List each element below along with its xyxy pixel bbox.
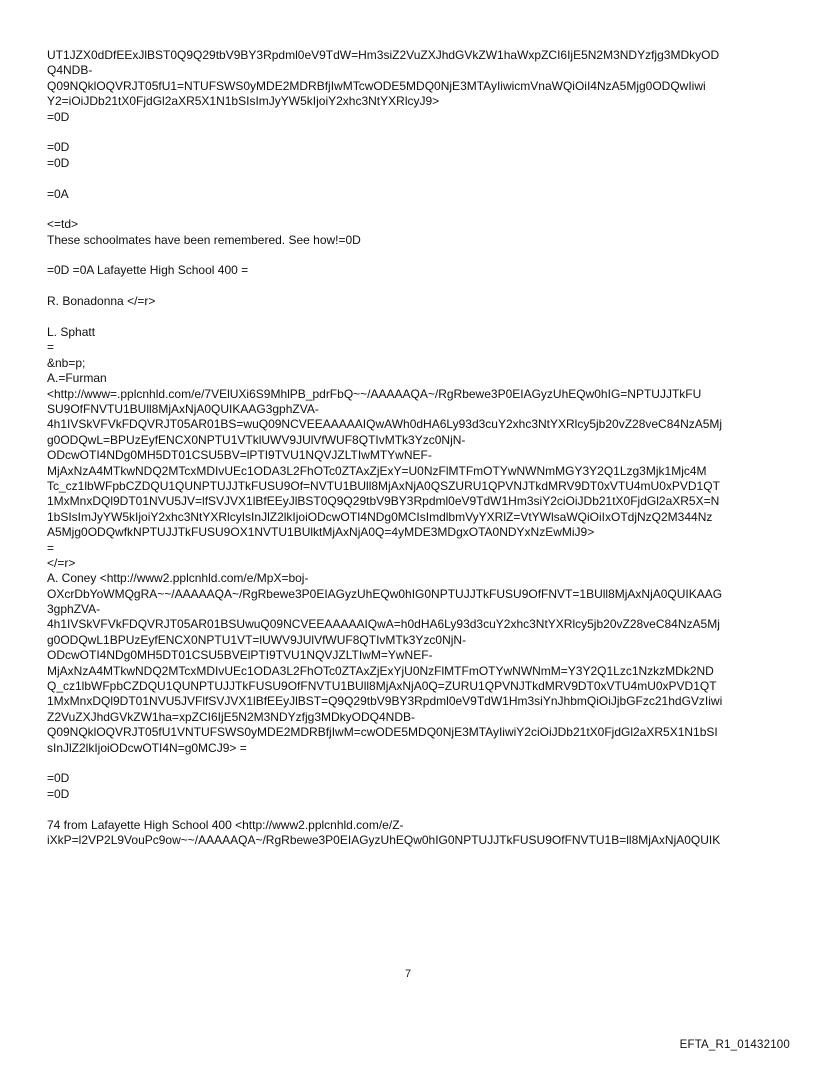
blank-line bbox=[47, 202, 769, 217]
text-line: Q09NQklOQVRJT05fU1=NTUFSWS0yMDE2MDRBfjIwMTcwODE5MDQ0NjE3MTAyIiwicmVnaWQiOiI4NzA5Mjg0ODQwIiwi bbox=[47, 78, 706, 93]
text-line: A.=Furman bbox=[47, 371, 107, 386]
text-line: =0A bbox=[47, 186, 69, 201]
text-line: &nb=p; bbox=[47, 355, 86, 370]
text-line: L. Sphatt bbox=[47, 325, 96, 340]
text-line: 4h1IVSkVFVkFDQVRJT05AR01BS=wuQ09NCVEEAAAAAIQwAWh0dHA6Ly93d3cuY2xhc3NtYXRlcy5jb20vZ28veC84NzA5Mj bbox=[47, 417, 723, 432]
text-line: Q09NQklOQVRJT05fU1VNTUFSWS0yMDE2MDRBfjIwM=cwODE5MDQ0NjE3MTAyIiwiY2ciOiJDb21tX0FjdGl2aXR5X1N1bSI bbox=[47, 725, 718, 740]
text-line: =0D bbox=[47, 786, 70, 801]
text-line: 3gphZVA- bbox=[47, 602, 101, 617]
blank-line bbox=[47, 125, 769, 140]
text-line: <=td> bbox=[47, 217, 79, 232]
text-line: =0D bbox=[47, 771, 70, 786]
text-line: =0D bbox=[47, 155, 70, 170]
text-line: ODcwOTI4NDg0MH5DT01CSU5BV=lPTI9TVU1NQVJZLTIwMTYwNEF- bbox=[47, 448, 432, 463]
text-line: sInJlZ2lkIjoiODcwOTI4N=g0MCJ9> = bbox=[47, 740, 247, 755]
text-line: <http://www=.pplcnhld.com/e/7VElUXi6S9MhlPB_pdrFbQ~~/AAAAAQA~/RgRbewe3P0EIAGyzUhEQw0hIG=NPTUJJTkFU bbox=[47, 386, 702, 401]
text-line: =0D bbox=[47, 109, 70, 124]
text-line: MjAxNzA4MTkwNDQ2MTcxMDIvUEc1ODA3L2FhOTc0ZTAxZjExY=U0NzFlMTFmOTYwNWNmMGY3Y2Q1Lzg3Mjk1Mjc4M bbox=[47, 463, 707, 478]
text-line: =0D bbox=[47, 140, 70, 155]
blank-line bbox=[47, 279, 769, 294]
page-number: 7 bbox=[404, 968, 412, 980]
text-line: = bbox=[47, 340, 55, 355]
text-line: Tc_cz1lbWFpbCZDQU1QUNPTUJJTkFUSU9Of=NVTU1BUll8MjAxNjA0QSZURU1QPVNJTkdMRV9DT0xVTU4mU0xPVD1QT bbox=[47, 478, 720, 493]
text-line: OXcrDbYoWMQgRA~~/AAAAAQA~/RgRbewe3P0EIAGyzUhEQw0hIG0NPTUJJTkFUSU9OfFNVT=1BUll8MjAxNjA0QUIKAAG bbox=[47, 586, 723, 601]
blank-line bbox=[47, 171, 769, 186]
text-line: 1MxMnxDQl9DT01NVU5JVFlfSVJVX1lBfEEyJlBST=Q9Q29tbV9BY3Rpdml0eV9TdW1Hm3siYnJhbmQiOiJjbGFzc21hdGVzIiwi bbox=[47, 694, 723, 709]
text-line: 1MxMnxDQl9DT01NVU5JV=lfSVJVX1lBfEEyJlBST0Q9Q29tbV9BY3Rpdml0eV9TdW1Hm3siY2ciOiJDb21tX0FjdGl2aXR5X=N bbox=[47, 494, 720, 509]
text-line: g0ODQwL=BPUzEyfENCX0NPTU1VTklUWV9JUlVfWUF8QTIvMTk3Yzc0NjN- bbox=[47, 432, 466, 447]
text-line: 74 from Lafayette High School 400 <http://www2.pplcnhld.com/e/Z- bbox=[47, 817, 404, 832]
text-line: Q4NDB- bbox=[47, 63, 93, 78]
text-line: R. Bonadonna </=r> bbox=[47, 294, 156, 309]
text-line: UT1JZX0dDfEExJlBST0Q9Q29tbV9BY3Rpdml0eV9TdW=Hm3siZ2VuZXJhdGVkZW1haWxpZCI6IjE5N2M3NDYzfjg3MDkyOD bbox=[47, 48, 720, 62]
text-line: ODcwOTI4NDg0MH5DT01CSU5BVElPTI9TVU1NQVJZLTIwM=YwNEF- bbox=[47, 648, 433, 663]
text-line: A5Mjg0ODQwfkNPTUJJTkFUSU9OX1NVTU1BUlktMjAxNjA0Q=4yMDE3MDgxOTA0NDYxNzEwMiJ9> bbox=[47, 525, 595, 540]
text-line: </=r> bbox=[47, 555, 76, 570]
text-line: =0D =0A Lafayette High School 400 = bbox=[47, 263, 249, 278]
text-line: A. Coney <http://www2.pplcnhld.com/e/MpX=boj- bbox=[47, 571, 309, 586]
text-line: Q_cz1lbWFpbCZDQU1QUNPTUJJTkFUSU9OfFNVTU1BUll8MjAxNjA0Q=ZURU1QPVNJTkdMRV9DT0xVTU4mU0xPVD1QT bbox=[47, 679, 717, 694]
text-line: g0ODQwL1BPUzEyfENCX0NPTU1VT=lUWV9JUlVfWUF8QTIvMTk3Yzc0NjN- bbox=[47, 632, 467, 647]
text-line: Z2VuZXJhdGVkZW1ha=xpZCI6IjE5N2M3NDYzfjg3MDkyODQ4NDB- bbox=[47, 709, 415, 724]
document-body bbox=[47, 48, 769, 848]
text-line: iXkP=l2VP2L9VouPc9ow~~/AAAAAQA~/RgRbewe3P0EIAGyzUhEQw0hIG0NPTUJJTkFUSU9OfFNVTU1B=ll8MjAxNjA0QUIK bbox=[47, 832, 721, 847]
text-line: MjAxNzA4MTkwNDQ2MTcxMDIvUEc1ODA3L2FhOTc0ZTAxZjExYjU0NzFlMTFmOTYwNWNmM=Y3Y2Q1Lzc1NzkzMDk2ND bbox=[47, 663, 714, 678]
blank-line bbox=[47, 802, 769, 817]
text-line: = bbox=[47, 540, 55, 555]
text-line: 1bSIsImJyYW5kIjoiY2xhc3NtYXRlcyIsInJlZ2lkIjoiODcwOTI4NDg0MCIsImdlbmVyYXRlZ=VtYWlsaWQiOiIxOTdjNzQ2M344Nz bbox=[47, 509, 713, 524]
blank-line bbox=[47, 310, 769, 325]
text-line: SU9OfFNVTU1BUll8MjAxNjA0QUIKAAG3gphZVA- bbox=[47, 401, 319, 416]
footer-document-id: EFTA_R1_01432100 bbox=[679, 1039, 790, 1051]
blank-line bbox=[47, 248, 769, 263]
blank-line bbox=[47, 756, 769, 771]
text-line: Y2=iOiJDb21tX0FjdGl2aXR5X1N1bSIsImJyYW5kIjoiY2xhc3NtYXRlcyJ9> bbox=[47, 94, 440, 109]
text-line: These schoolmates have been remembered. See how!=0D bbox=[47, 232, 361, 247]
text-line: 4h1IVSkVFVkFDQVRJT05AR01BSUwuQ09NCVEEAAAAAIQwA=h0dHA6Ly93d3cuY2xhc3NtYXRlcy5jb20vZ28veC84NzA5Mj bbox=[47, 617, 720, 632]
